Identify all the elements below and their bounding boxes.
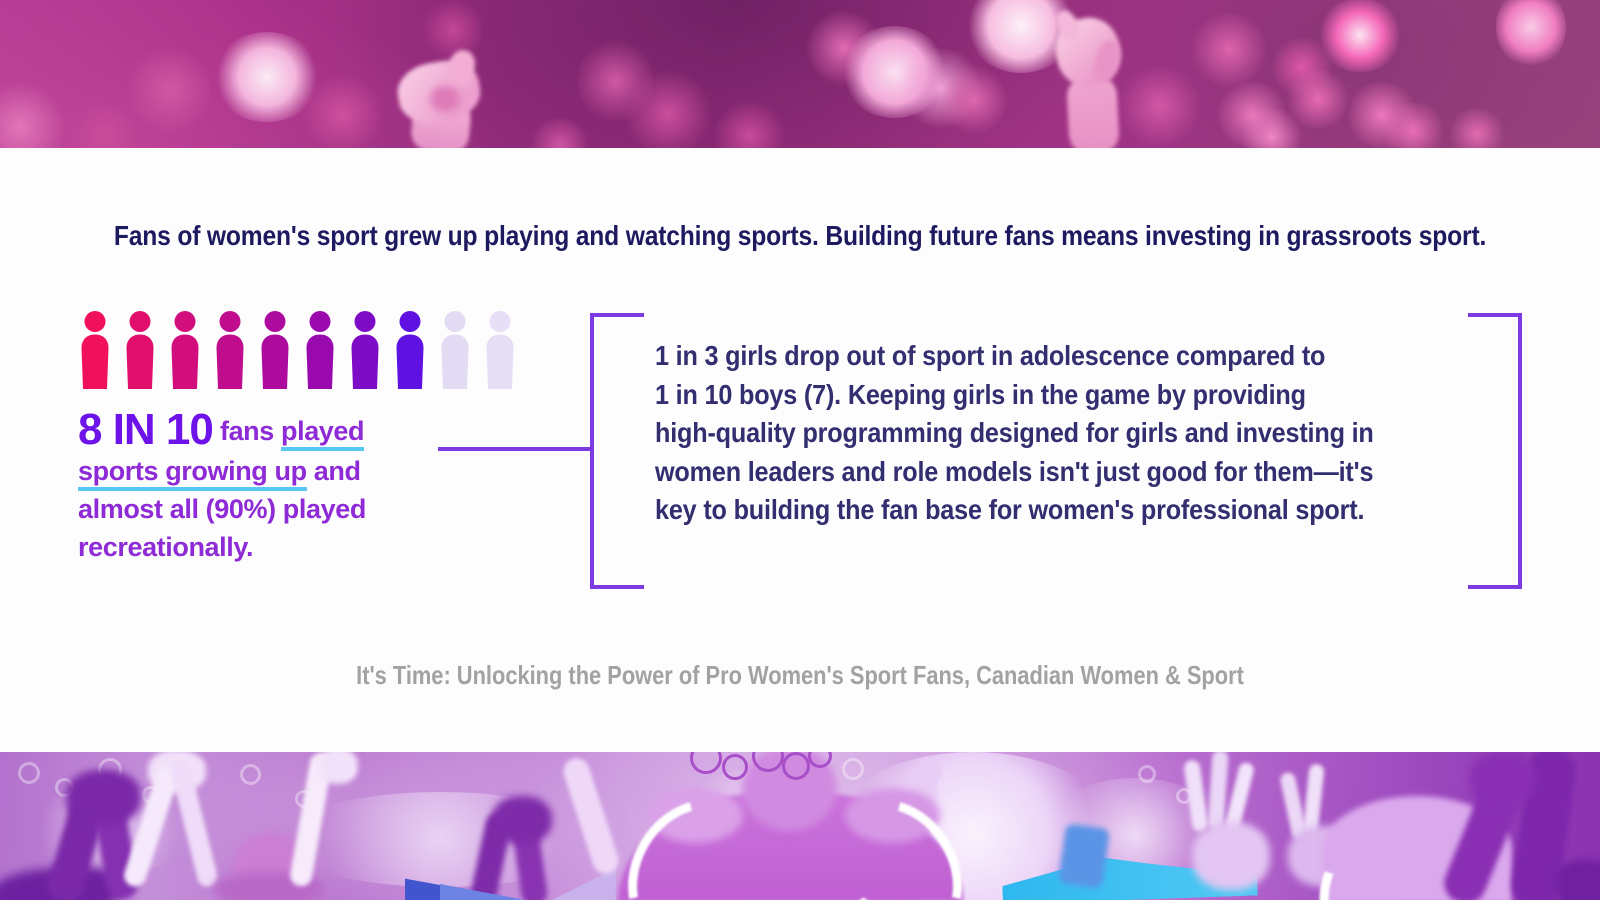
person-icon: [301, 311, 339, 389]
confetti-ring: [18, 762, 40, 784]
blue-flag: [1058, 823, 1110, 889]
raised-fist-silhouette: [430, 86, 460, 112]
confetti-bokeh: [418, 0, 488, 60]
raised-arms-silhouette: [318, 752, 358, 784]
callout-line: 1 in 3 girls drop out of sport in adolescence compared to: [655, 340, 1326, 371]
person-icon: [166, 311, 204, 389]
callout-line: women leaders and role models isn't just good for them—it's: [655, 455, 1374, 487]
stat-text-fragment: fans: [212, 416, 281, 446]
dark-hands-silhouette: [1556, 860, 1600, 900]
callout-text: [655, 337, 1374, 530]
stat-number: 8 IN 10: [78, 405, 213, 454]
person-icon: [121, 311, 159, 389]
light-hands-silhouette: [1192, 822, 1270, 890]
stat-text: [78, 405, 420, 566]
bracket-left-edge: [590, 313, 644, 589]
person-icon: [481, 311, 519, 389]
fans-pictogram: [76, 311, 519, 389]
confetti-bokeh: [300, 72, 385, 148]
callout-line: 1 in 10 boys (7). Keeping girls in the game by providing: [655, 378, 1306, 410]
confetti-bokeh: [130, 40, 210, 140]
person-icon: [76, 311, 114, 389]
source-citation: It's Time: Unlocking the Power of Pro Women's Sport Fans, Canadian Women & Sport: [356, 660, 1244, 690]
stadium-bokeh: [280, 792, 600, 887]
bracket-right-edge: [1468, 313, 1522, 589]
confetti-bokeh: [1114, 66, 1206, 146]
person-icon: [256, 311, 294, 389]
confetti-bokeh: [1186, 12, 1272, 87]
stat-text-fragment: and almost all (90%) played recreationally.: [78, 456, 366, 562]
dark-hands-silhouette: [66, 770, 141, 825]
curly-hair: [782, 752, 810, 780]
callout-line: key to building the fan base for women's professional sport.: [655, 494, 1365, 525]
person-icon: [211, 311, 249, 389]
bottom-photo-banner: [0, 752, 1600, 900]
curly-hair: [722, 754, 748, 780]
confetti-bokeh: [938, 64, 1010, 136]
person-icon: [436, 311, 474, 389]
connector-line: [438, 447, 591, 451]
person-icon: [346, 311, 384, 389]
dark-hands-silhouette: [492, 796, 552, 844]
raised-fist-silhouette: [1066, 75, 1120, 148]
headline: Fans of women's sport grew up playing and watching sports. Building future fans means investing in grassroots sport.: [113, 220, 1487, 251]
person-icon: [391, 311, 429, 389]
confetti-ring: [1138, 765, 1156, 783]
confetti-ring: [240, 764, 261, 785]
dark-hands-silhouette: [1470, 752, 1535, 807]
confetti-ring: [842, 758, 864, 780]
stat-link[interactable]: played sports growing up: [78, 416, 364, 491]
callout-line: high-quality programming designed for girls and investing in: [655, 417, 1374, 448]
top-photo-banner: [0, 0, 1600, 148]
